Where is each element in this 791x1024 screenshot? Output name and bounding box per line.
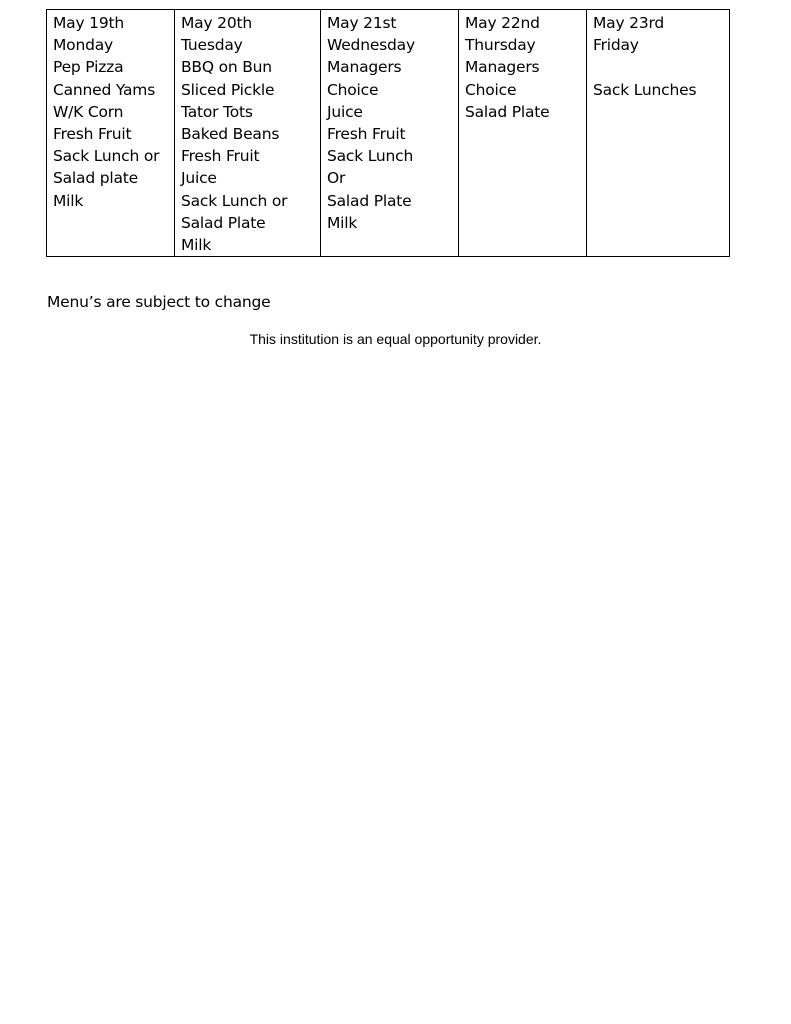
menu-item: Milk	[327, 213, 358, 232]
day-date: May 23rd	[593, 14, 665, 32]
menu-item: Sack Lunches	[593, 80, 697, 99]
menu-item: Salad Plate	[327, 191, 412, 210]
menu-item: Milk	[181, 236, 212, 255]
menu-item: BBQ on Bun	[181, 58, 272, 77]
menu-item: Or	[327, 169, 346, 188]
day-cell-wednesday	[321, 10, 459, 257]
menu-item	[593, 56, 729, 78]
menu-item: Baked Beans	[181, 125, 280, 144]
day-date: May 21st	[327, 14, 397, 32]
menu-item: Fresh Fruit	[181, 147, 260, 166]
menu-item: Managers	[465, 58, 540, 77]
menu-item: Managers	[327, 58, 402, 77]
menu-row	[47, 10, 730, 257]
menu-item: Sack Lunch or	[181, 191, 288, 210]
menu-item: Pep Pizza	[53, 58, 124, 77]
day-cell-monday	[47, 10, 175, 257]
menu-item: Sack Lunch or	[53, 147, 160, 166]
menu-item: Canned Yams	[53, 80, 156, 99]
day-date: May 22nd	[465, 14, 540, 32]
menu-item: Juice	[181, 169, 217, 188]
day-weekday: Thursday	[465, 36, 536, 55]
menu-item: Fresh Fruit	[53, 125, 132, 144]
day-cell-thursday	[459, 10, 587, 257]
menu-item: Choice	[327, 80, 379, 99]
menu-item: Salad plate	[53, 169, 138, 188]
day-weekday: Monday	[53, 36, 113, 55]
equal-opportunity-statement: This institution is an equal opportunity provider.	[249, 331, 542, 347]
day-weekday: Tuesday	[181, 36, 243, 55]
menu-item: Salad Plate	[181, 213, 266, 232]
day-weekday: Wednesday	[327, 36, 415, 55]
menu-item: W/K Corn	[53, 102, 124, 121]
day-cell-tuesday	[175, 10, 321, 257]
day-date: May 19th	[53, 14, 124, 32]
menu-item: Salad Plate	[465, 102, 550, 121]
menu-item: Juice	[327, 102, 363, 121]
day-date: May 20th	[181, 14, 252, 32]
menu-item: Choice	[465, 80, 517, 99]
menu-change-note: Menu’s are subject to change	[47, 293, 271, 311]
menu-item: Fresh Fruit	[327, 125, 406, 144]
weekly-menu-table	[46, 9, 730, 257]
menu-item: Tator Tots	[181, 102, 253, 121]
menu-item: Sack Lunch	[327, 147, 414, 166]
day-weekday: Friday	[593, 36, 639, 55]
menu-item: Sliced Pickle	[181, 80, 275, 99]
day-cell-friday	[587, 10, 730, 257]
menu-item: Milk	[53, 191, 84, 210]
